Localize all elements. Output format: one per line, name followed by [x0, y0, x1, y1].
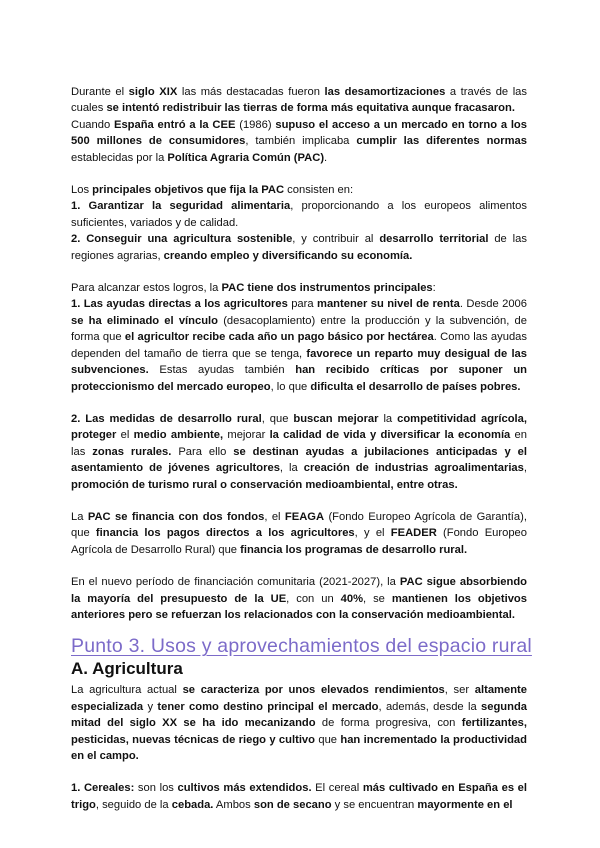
bold-text-run: 2. Conseguir una agricultura sostenible	[71, 233, 293, 246]
bold-text-run: la calidad de vida y diversificar la economía	[269, 429, 511, 442]
bold-text-run: FEADER	[390, 527, 437, 540]
bold-text-run: PAC se financia con dos fondos	[87, 510, 265, 523]
bold-text-run: cebada.	[171, 798, 214, 811]
text-run: a través de las cuales	[71, 86, 528, 115]
text-run: son los	[134, 782, 178, 795]
paragraph-ayudas-directas	[71, 296, 527, 394]
text-run: (1986)	[235, 118, 276, 131]
text-run: . Como las ayudas dependen del tamaño de tierra que se tenga,	[71, 331, 527, 360]
bold-text-run: se ha eliminado el vínculo	[71, 314, 218, 327]
text-run: , además, desde la	[378, 700, 481, 713]
text-run: Estas ayudas también	[148, 364, 296, 377]
text-run: Para alcanzar estos logros, la	[71, 282, 222, 295]
text-run: , proporcionando a los europeos alimentos suficientes, variados y de calidad.	[71, 200, 527, 229]
paragraph-instrumentos-intro	[71, 280, 527, 296]
bold-text-run: se destinan ayudas a jubilaciones anticipadas y el asentamiento de jóvenes agricultores	[71, 445, 527, 475]
section-heading-punto-3: Punto 3. Usos y aprovechamientos del espacio rural	[71, 635, 532, 658]
text-run: que	[314, 733, 341, 746]
paragraph-nuevo-periodo	[71, 574, 527, 623]
text-run: , ser	[444, 684, 475, 697]
bold-text-run: financia los pagos directos a los agricultores	[95, 527, 355, 540]
bold-text-run: 1. Cereales:	[71, 782, 135, 795]
bold-text-run: desarrollo territorial	[379, 233, 489, 246]
text-run: La agricultura actual	[71, 684, 183, 697]
text-run: el	[116, 429, 134, 442]
text-run: , y contribuir al	[292, 233, 380, 246]
paragraph-objetivo-1	[71, 198, 527, 231]
text-run: La	[71, 510, 88, 523]
text-run: las más destacadas fueron	[177, 86, 325, 98]
text-run: de forma progresiva, con	[315, 717, 462, 730]
bold-text-run: mayormente en el	[417, 798, 513, 811]
paragraph-agricultura-actual	[71, 682, 527, 764]
bold-text-run: FEAGA	[284, 510, 325, 523]
bold-text-run: competitividad agrícola, proteger	[71, 412, 527, 442]
text-run: para	[287, 298, 317, 311]
text-run: y	[143, 700, 158, 713]
bold-text-run: Política Agraria Común (PAC)	[167, 151, 325, 164]
text-run: de las regiones agrarias,	[71, 233, 527, 262]
bold-text-run: financia los programas de desarrollo rural.	[240, 543, 468, 556]
bold-text-run: España entró a la CEE	[113, 118, 236, 131]
bold-text-run: PAC sigue absorbiendo la mayoría del presupuesto de la UE	[71, 576, 527, 605]
text-run: ,	[523, 462, 527, 475]
text-run: y se encuentran	[331, 798, 418, 811]
text-run: :	[432, 282, 436, 295]
text-run: , la	[279, 462, 304, 475]
text-run: Cuando	[71, 118, 114, 131]
document-page	[71, 84, 532, 813]
bold-text-run: creando empleo y diversificando su economía.	[163, 249, 413, 262]
text-run: , seguido de la	[95, 798, 172, 811]
bold-text-run: principales objetivos que fija la PAC	[92, 184, 285, 197]
text-run: (Fondo Europeo Agrícola de Desarrollo Rural) que	[71, 527, 527, 556]
text-run: mejorar	[223, 429, 270, 442]
text-run: , y el	[354, 527, 391, 540]
bold-text-run: 2. Las medidas de desarrollo rural	[71, 412, 262, 425]
bold-text-run: se intentó redistribuir las tierras de forma más equitativa aunque fracasaron.	[106, 102, 515, 115]
bold-text-run: mantener su nivel de renta	[317, 298, 460, 311]
bold-text-run: dificulta el desarrollo de países pobres.	[310, 380, 521, 393]
text-run: Para ello	[171, 445, 234, 458]
text-run: establecidas por la	[71, 151, 168, 164]
text-run: (Fondo Europeo Agrícola de Garantía), que	[71, 510, 527, 540]
text-run: . Desde 2006	[459, 298, 527, 311]
text-run: en las	[71, 429, 527, 458]
bold-text-run: siglo XIX	[128, 86, 178, 98]
bold-text-run: promoción de turismo rural o conservación medioambiental, entre otras.	[71, 478, 458, 491]
text-run: El cereal	[311, 782, 363, 795]
bold-text-run: segunda mitad del siglo XX se ha ido mecanizando	[71, 700, 528, 730]
bold-text-run: buscan mejorar	[293, 412, 379, 425]
bold-text-run: PAC tiene dos instrumentos principales	[221, 282, 433, 295]
bold-text-run: creación de industrias agroalimentarias	[303, 462, 524, 475]
paragraph-cee	[71, 117, 527, 166]
paragraph-financiacion	[71, 509, 527, 558]
text-run: , lo que	[270, 380, 311, 393]
paragraph-objetivo-2	[71, 231, 527, 264]
bold-text-run: supuso el acceso a un mercado en torno a los 500 millones de consumidores	[71, 118, 527, 148]
paragraph-siglo-xix	[71, 84, 527, 117]
text-run: , se	[363, 592, 392, 605]
paragraph-objetivos-intro	[71, 182, 527, 198]
bold-text-run: 1. Las ayudas directas a los agricultores	[71, 298, 288, 311]
bold-text-run: medio ambiente,	[133, 429, 224, 442]
text-run: , el	[264, 510, 285, 523]
bold-text-run: el agricultor recibe cada año un pago básico por hectárea	[124, 331, 434, 344]
text-run: Durante el	[71, 86, 129, 98]
bold-text-run: se caracteriza por unos elevados rendimientos	[182, 684, 445, 697]
text-run: consisten en:	[284, 184, 354, 197]
paragraph-cereales	[71, 780, 527, 813]
bold-text-run: mantienen los objetivos anteriores pero se refuerzan los relacionados con la conservación medioambiental.	[71, 592, 527, 621]
bold-text-run: las desamortizaciones	[324, 86, 446, 98]
text-run: la	[378, 412, 398, 425]
text-run: Ambos	[213, 798, 254, 811]
text-run: , que	[261, 412, 294, 425]
subheading-agricultura: A. Agricultura	[71, 659, 183, 679]
bold-text-run: favorece un reparto muy desigual de las subvenciones.	[71, 347, 527, 377]
bold-text-run: altamente especializada	[71, 684, 528, 713]
bold-text-run: cumplir las diferentes normas	[356, 135, 527, 148]
text-run: , con un	[286, 592, 341, 605]
bold-text-run: más cultivado en España es el trigo	[71, 782, 527, 811]
bold-text-run: cultivos más extendidos.	[177, 782, 312, 795]
bold-text-run: zonas rurales.	[92, 445, 172, 458]
bold-text-run: 1. Garantizar la seguridad alimentaria	[71, 200, 291, 213]
bold-text-run: son de secano	[253, 798, 332, 811]
paragraph-desarrollo-rural	[71, 411, 527, 493]
text-run: Los	[71, 184, 93, 197]
text-run: En el nuevo período de financiación comunitaria (2021-2027), la	[71, 576, 400, 589]
bold-text-run: han incrementado la productividad en el campo.	[71, 733, 527, 762]
bold-text-run: 40%	[340, 592, 364, 605]
text-run: , también implicaba	[245, 135, 357, 148]
bold-text-run: fertilizantes, pesticidas, nuevas técnicas de riego y cultivo	[71, 717, 527, 746]
bold-text-run: tener como destino principal el mercado	[157, 700, 379, 713]
bold-text-run: han recibido críticas por suponer un proteccionismo del mercado europeo	[71, 364, 527, 393]
text-run: (desacoplamiento) entre la producción y la subvención, de forma que	[71, 314, 527, 344]
text-run: .	[324, 151, 328, 164]
